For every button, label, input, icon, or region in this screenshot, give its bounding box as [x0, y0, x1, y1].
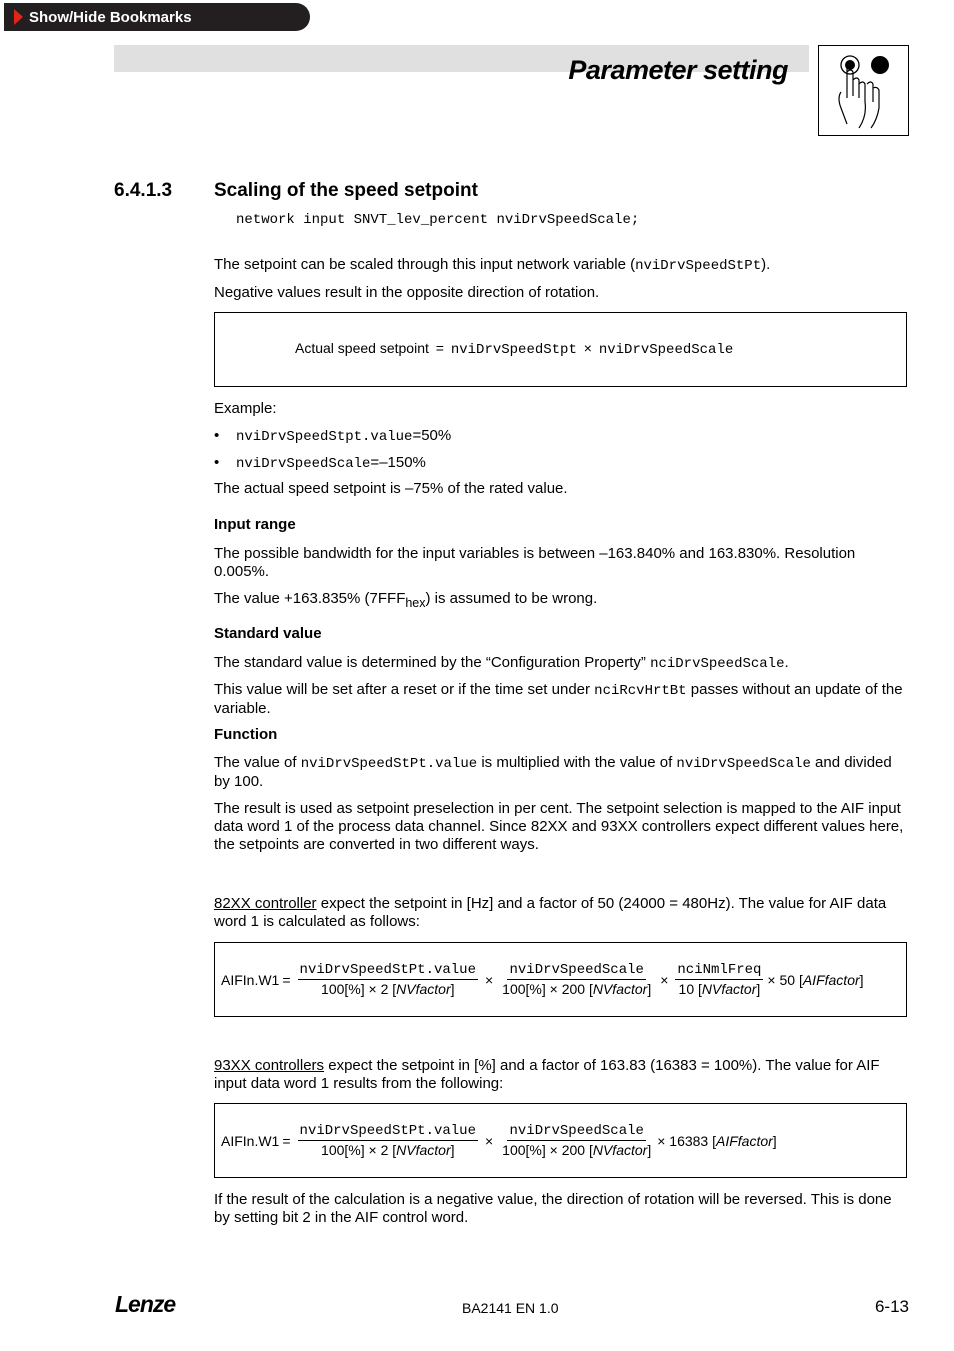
input-range-wrong [214, 590, 909, 612]
den-a: 100[%] × 200 [ [502, 981, 593, 997]
f93-f2-num: nviDrvSpeedScale [509, 1123, 644, 1139]
den-a: 100[%] × 2 [ [321, 981, 397, 997]
bullet-eq: = [370, 454, 380, 471]
page-title: Parameter setting [568, 55, 788, 85]
formula-93xx [215, 1104, 906, 1177]
formula1-equals: = [435, 340, 444, 356]
den-b: NVfactor [396, 1142, 451, 1158]
wrong-pre: The value +163.835% (7FFF [214, 590, 406, 607]
den-a: 100[%] × 2 [ [321, 1142, 397, 1158]
formula-box-82xx [214, 942, 907, 1017]
example-label: Example: [214, 400, 277, 417]
sv-line2-code: nciRcvHrtBt [594, 683, 687, 699]
c82-text [214, 895, 909, 931]
f93-f1-den [319, 1141, 456, 1158]
f82-tail [767, 972, 863, 988]
f82-frac2 [500, 962, 653, 997]
intro-line1: The setpoint can be scaled through this input network variable ( [214, 256, 636, 273]
intro-text [214, 256, 909, 302]
input-range-block [214, 516, 909, 612]
intro-code: nviDrvSpeedStPt [635, 258, 762, 274]
tail-b: AIFfactor [802, 971, 860, 988]
f82-f3-num: nciNmlFreq [677, 962, 762, 978]
bullet-code: nviDrvSpeedStpt.value [236, 429, 413, 445]
fn-p1-mid: is multiplied with the value of [477, 754, 677, 771]
sv-line2-post: passes without an update of the variable. [214, 681, 903, 717]
sv-line1-code: nciDrvSpeedScale [650, 656, 785, 672]
c93-description: expect the setpoint in [%] and a factor of 163.83 (16383 = 100%). The value for AIF input data word 1 results from the following: [214, 1057, 880, 1092]
tail-c: ] [859, 971, 864, 988]
f93-f2-den [500, 1141, 653, 1158]
wrong-sub: hex [405, 596, 426, 610]
f82-times2: × [660, 971, 669, 988]
fn-p1-code1: nviDrvSpeedStPt.value [300, 756, 478, 772]
den-c: ] [647, 981, 652, 997]
fn-p1-post: and divided by 100. [214, 754, 892, 790]
f93-frac1 [298, 1123, 478, 1158]
formula-box-actual-speed [214, 312, 907, 387]
lenze-logo: Lenze [115, 1291, 176, 1317]
sv-line1-pre: The standard value is determined by the “Configuration Property” [214, 654, 651, 671]
formula1-term2: nviDrvSpeedScale [598, 342, 734, 358]
f93-eq: = [282, 1132, 291, 1149]
f93-times1: × [484, 1132, 494, 1149]
den-a: 10 [ [678, 981, 702, 997]
c82-link[interactable]: 82XX controller [214, 895, 317, 912]
section-heading: Scaling of the speed setpoint [214, 180, 478, 201]
f82-times1: × [484, 971, 494, 988]
den-c: ] [647, 1142, 652, 1158]
den-b: NVfactor [592, 1142, 648, 1158]
f93-tail [657, 1133, 776, 1149]
c93-text [214, 1057, 909, 1093]
bullet-value: 50% [421, 427, 452, 444]
fn-p1-code2: nviDrvSpeedScale [676, 756, 811, 772]
f82-eq: = [282, 971, 291, 988]
standard-value-block [214, 625, 909, 718]
f93-frac2 [500, 1123, 653, 1158]
standard-value-line1 [214, 654, 909, 673]
bookmark-button-label: Show/Hide Bookmarks [29, 8, 192, 26]
f93-f1-num: nviDrvSpeedStPt.value [299, 1123, 476, 1139]
f82-f2-den [500, 980, 653, 997]
page-number: 6-13 [874, 1297, 909, 1316]
sv-line2-pre: This value will be set after a reset or if the time set under [214, 681, 595, 698]
c82-description: expect the setpoint in [Hz] and a factor of 50 (24000 = 480Hz). The value for AIF data word 1 is calculated as follows: [214, 895, 887, 930]
closing-paragraph: If the result of the calculation is a negative value, the direction of rotation will be reversed. This is done by setting bit 2 in the AIF control word. [214, 1191, 892, 1226]
bullet-code: nviDrvSpeedScale [236, 456, 371, 472]
den-a: 100[%] × 200 [ [502, 1142, 593, 1158]
intro-line1-end: ). [761, 256, 771, 273]
function-p2: The result is used as setpoint preselection in per cent. The setpoint selection is mapped to the AIF input data word 1 of the process data channel. Since 82XX and 93XX controllers expect different values here, the setpoints are converted in two different ways. [214, 800, 904, 853]
function-heading: Function [214, 726, 278, 743]
den-c: ] [756, 981, 761, 997]
formula1-label: Actual speed setpoint [295, 340, 429, 356]
den-c: ] [450, 981, 455, 997]
bullet-value: –150% [379, 454, 426, 471]
f82-f1-den [319, 980, 456, 997]
function-p1 [214, 754, 909, 791]
f82-f2-num: nviDrvSpeedScale [509, 962, 644, 978]
f93-lhs: AIFIn.W1 [221, 1132, 280, 1149]
den-b: NVfactor [592, 981, 648, 997]
f82-frac3 [675, 962, 763, 997]
den-b: NVfactor [396, 981, 451, 997]
formula-box-93xx [214, 1103, 907, 1178]
wrong-post: ) is assumed to be wrong. [425, 590, 598, 607]
f82-lhs: AIFIn.W1 [221, 971, 280, 988]
tail-a: × 50 [ [767, 971, 803, 988]
tail-a: × 16383 [ [657, 1132, 716, 1149]
f82-f3-den [677, 980, 763, 997]
intro-line2: Negative values result in the opposite direction of rotation. [214, 284, 600, 301]
fn-p1-pre: The value of [214, 754, 301, 771]
section-number: 6.4.1.3 [114, 180, 173, 201]
formula1-times: × [583, 340, 592, 356]
show-hide-bookmarks-button[interactable] [4, 3, 310, 31]
triangle-right-icon [14, 9, 23, 25]
list-item [214, 454, 909, 472]
tail-c: ] [772, 1132, 777, 1149]
closing-text [214, 1191, 909, 1227]
example-result: The actual speed setpoint is –75% of the rated value. [214, 480, 568, 497]
f82-f1-num: nviDrvSpeedStPt.value [299, 962, 476, 978]
tail-b: AIFfactor [716, 1132, 773, 1149]
variable-declaration: network input SNVT_lev_percent nviDrvSpeedScale; [236, 212, 640, 228]
function-block [214, 726, 909, 854]
f82-frac1 [298, 962, 478, 997]
c93-link[interactable]: 93XX controllers [214, 1057, 325, 1074]
document-id: BA2141 EN 1.0 [462, 1300, 559, 1316]
den-c: ] [450, 1142, 455, 1158]
formula1-term1: nviDrvSpeedStpt [450, 342, 577, 358]
bullet-dot: • [214, 454, 220, 471]
formula-82xx [215, 943, 906, 1016]
sv-line1-post: . [784, 654, 789, 671]
example-block [214, 400, 909, 498]
den-b: NVfactor [701, 981, 757, 997]
standard-value-line2 [214, 681, 909, 718]
list-item [214, 427, 909, 445]
bullet-eq: = [412, 427, 422, 444]
standard-value-heading: Standard value [214, 625, 322, 642]
hand-buttons-icon [818, 45, 909, 136]
bullet-dot: • [214, 427, 220, 444]
input-range-text: The possible bandwidth for the input variables is between –163.840% and 163.830%. Resolution 0.005%. [214, 545, 856, 580]
input-range-heading: Input range [214, 516, 296, 533]
